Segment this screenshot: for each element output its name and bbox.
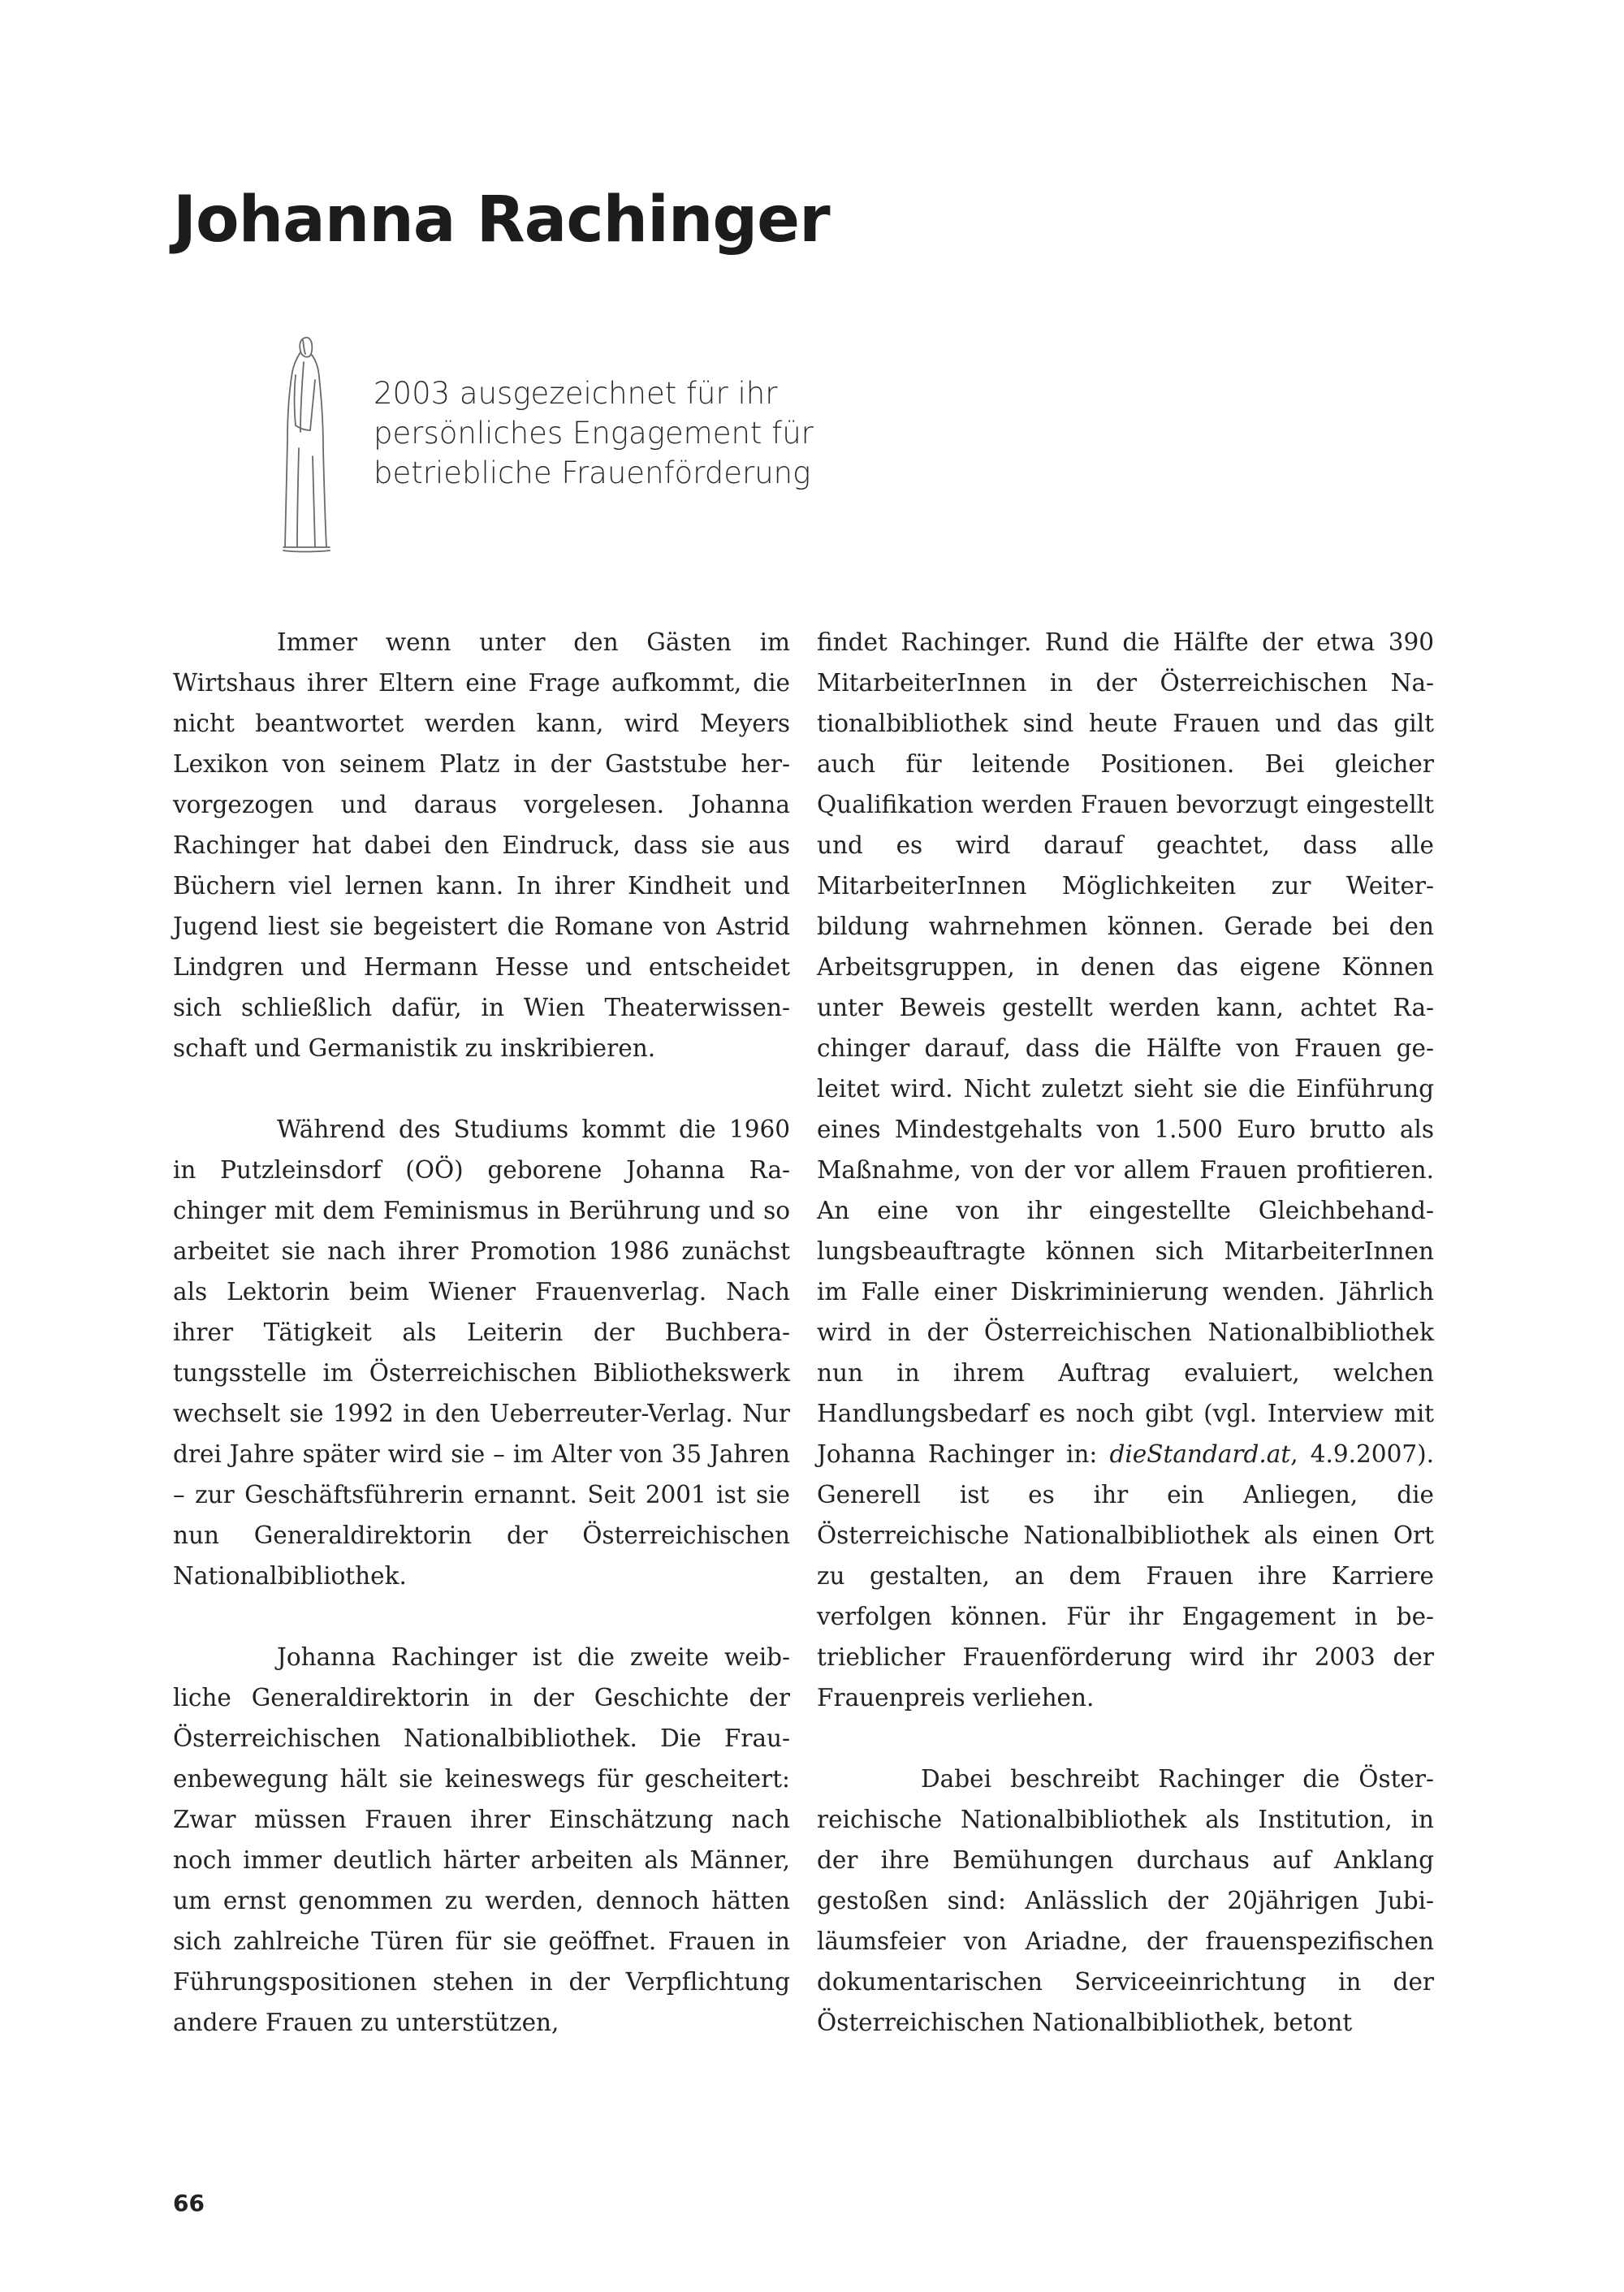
source-citation: dieStandard.at	[1109, 1440, 1291, 1468]
page-title: Johanna Rachinger	[173, 183, 830, 257]
body-paragraph: Dabei beschreibt Rachinger die Österreichische Nationalbibliothek als Institution, in der ihre Bemühungen durchaus auf Anklang gestoßen sind: Anlässlich der 20jährigen Jubiläumsfeier von Ariadne, der frauenspezifischen dokumentarischen Serviceeinrichtung in der Österreichischen Nationalbibliothek, betont	[817, 1765, 1434, 2036]
subtitle-line: betriebliche Frauenförderung	[374, 455, 811, 490]
subtitle-line: 2003 ausgezeichnet für ihr	[374, 376, 778, 411]
body-paragraph	[817, 622, 1434, 1718]
page-number: 66	[173, 2190, 205, 2216]
body-paragraph: Immer wenn unter den Gästen im Wirtshaus ihrer Eltern eine Frage aufkommt, die nicht beantwortet werden kann, wird Meyers Lexikon von seinem Platz in der Gaststube hervorgezogen und daraus vorgelesen. Johanna Rachinger hat dabei den Eindruck, dass sie aus Büchern viel lernen kann. In ihrer Kindheit und Jugend liest sie begeistert die Romane von Astrid Lindgren und Hermann Hesse und entscheidet sich schließlich dafür, in Wien Theaterwissenschaft und Germanistik zu inskribieren.	[173, 628, 790, 1062]
right-text-column	[817, 622, 1434, 2043]
subtitle-line: persönliches Engagement für	[374, 416, 814, 451]
left-text-column	[173, 622, 790, 2043]
award-subtitle	[374, 373, 814, 493]
paragraph-text: findet Rachinger. Rund die Hälfte der etwa 390 MitarbeiterInnen in der Österreichischen Nationalbibliothek sind heute Frauen und das gilt auch für leitende Positionen. Bei gleicher Qualifikation werden Frauen bevorzugt eingestellt und es wird darauf geachtet, dass alle MitarbeiterInnen Möglichkeiten zur Weiterbildung wahrnehmen können. Gerade bei den Arbeitsgruppen, in denen das eigene Können unter Beweis gestellt werden kann, achtet Rachinger darauf, dass die Hälfte von Frauen geleitet wird. Nicht zuletzt sieht sie die Einführung eines Mindestgehalts von 1.500 Euro brutto als Maßnahme, von der vor allem Frauen profitieren. An eine von ihr eingestellte Gleichbehandlungsbeauftragte können sich MitarbeiterInnen im Falle einer Diskriminierung wenden. Jährlich wird in der Österreichischen Nationalbibliothek nun in ihrem Auftrag evaluiert, welchen Handlungsbedarf es noch gibt (vgl. Interview mit Johanna Rachinger in:	[817, 628, 1434, 1468]
paragraph-text: , 4.9.2007). Generell ist es ihr ein Anliegen, die Österreichische Nationalbibliothek als einen Ort zu gestalten, an dem Frauen ihre Karriere verfolgen können. Für ihr Engagement in betrieblicher Frauenförderung wird ihr 2003 der Frauenpreis verliehen.	[817, 1440, 1434, 1711]
woman-figure-sketch-icon	[276, 335, 337, 555]
body-paragraph: Während des Studiums kommt die 1960 in Putzleinsdorf (OÖ) geborene Johanna Rachinger mit dem Feminismus in Berührung und so arbeitet sie nach ihrer Promotion 1986 zunächst als Lektorin beim Wiener Frauenverlag. Nach ihrer Tätigkeit als Leiterin der Buchberatungsstelle im Österreichischen Bibliothekswerk wechselt sie 1992 in den Ueberreuter-Verlag. Nur drei Jahre später wird sie – im Alter von 35 Jahren – zur Geschäftsführerin ernannt. Seit 2001 ist sie nun Generaldirektorin der Österreichischen Nationalbibliothek.	[173, 1116, 790, 1590]
body-paragraph: Johanna Rachinger ist die zweite weibliche Generaldirektorin in der Geschichte der Österreichischen Nationalbibliothek. Die Frauenbewegung hält sie keineswegs für gescheitert: Zwar müssen Frauen ihrer Einschätzung nach noch immer deutlich härter arbeiten als Männer, um ernst genommen zu werden, dennoch hätten sich zahlreiche Türen für sie geöffnet. Frauen in Führungspositionen stehen in der Verpflichtung andere Frauen zu unterstützen,	[173, 1643, 790, 2036]
